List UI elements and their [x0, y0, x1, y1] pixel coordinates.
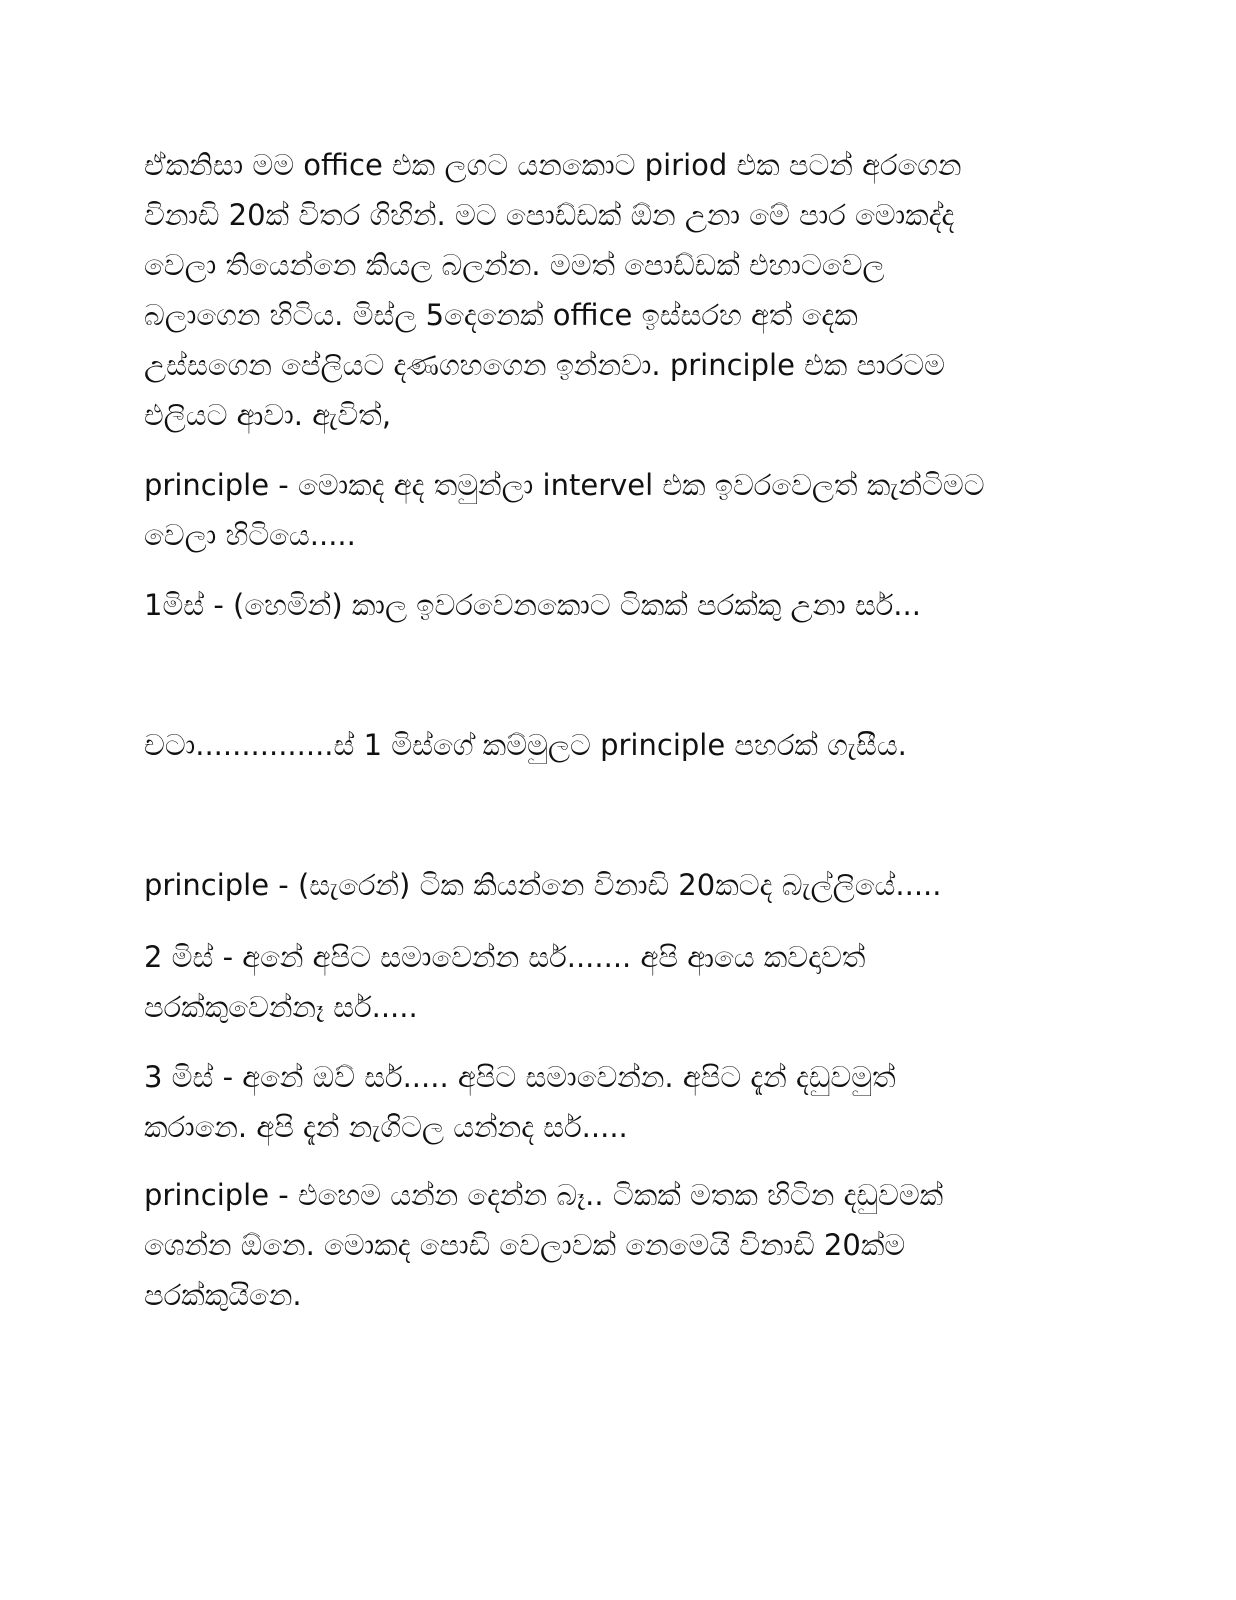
text-line: 2 මිස් - අනේ අපිට සමාවෙන්න සර්....... අපි ආයෙ කවදාවත්	[144, 940, 866, 974]
text-line: බලාගෙන හිටිය. මිස්ල 5දෙනෙක් office ඉස්සරහ අත් දෙක	[144, 298, 858, 332]
text-line: පරක්කුවෙන්නෑ සර්.....	[144, 990, 418, 1024]
text-line: වෙලා හිටියෙ.....	[144, 518, 356, 552]
text-line: චටා...............ස් 1 මිස්ගේ කම්මුලට principle පහරක් ගැසීය.	[144, 728, 907, 762]
paragraph-principle-2	[144, 860, 1094, 910]
paragraph-slap	[144, 720, 1094, 770]
paragraph-miss-1	[144, 580, 1094, 630]
text-line: ශෙන්න ඕනෙ. මොකද පොඩි වෙලාවක් නෙමෙයි විනාඩි 20ක්ම	[144, 1228, 906, 1262]
paragraph-principle-3	[144, 1170, 1094, 1320]
text-line: ඒකනිසා මම office එක ලගට යනකොට piriod එක පටන් අරගෙන	[144, 148, 962, 182]
paragraph-miss-2	[144, 932, 1094, 1032]
text-line: 1මිස් - (හෙමින්) කාල ඉවරවෙනකොට ටිකක් පරක්කු උනා සර්...	[144, 588, 921, 622]
paragraph-principle-1	[144, 460, 1094, 560]
text-line: වෙලා තියෙන්නෙ කියල බලන්න. මමත් පොඩ්ඩක් එහාටවෙල	[144, 248, 885, 282]
text-line: එලියට ආවා. ඇවිත්,	[144, 398, 392, 432]
text-line: principle - එහෙම යන්න දෙන්න බෑ.. ටිකක් මතක හිටින දඩුවමක්	[144, 1178, 944, 1212]
text-line: principle - මොකද අද තමුන්ලා intervel එක ඉවරවෙලත් කැන්ටිමට	[144, 468, 985, 502]
text-line: principle - (සැරෙන්) ටික කියන්නෙ විනාඩි 20කටද බැල්ලියේ.....	[144, 868, 942, 902]
text-line: 3 මිස් - අනේ ඔව් සර්..... අපිට සමාවෙන්න. අපිට දැන් දඩුවමුත්	[144, 1060, 896, 1094]
text-line: පරක්කුයිනෙ.	[144, 1278, 302, 1312]
paragraph-miss-3	[144, 1052, 1094, 1152]
paragraph-narration	[144, 140, 1094, 440]
text-line: කරානෙ. අපි දැන් නැගිටල යන්නද සර්.....	[144, 1110, 628, 1144]
text-line: විනාඩි 20ක් විතර ගිහින්. මට පොඩ්ඩක් ඕන උනා මේ පාර මොකද්ද	[144, 198, 955, 232]
text-line: උස්සගෙන පේලියට දණගහගෙන ඉන්නවා. principle එක පාරටම	[144, 348, 945, 382]
